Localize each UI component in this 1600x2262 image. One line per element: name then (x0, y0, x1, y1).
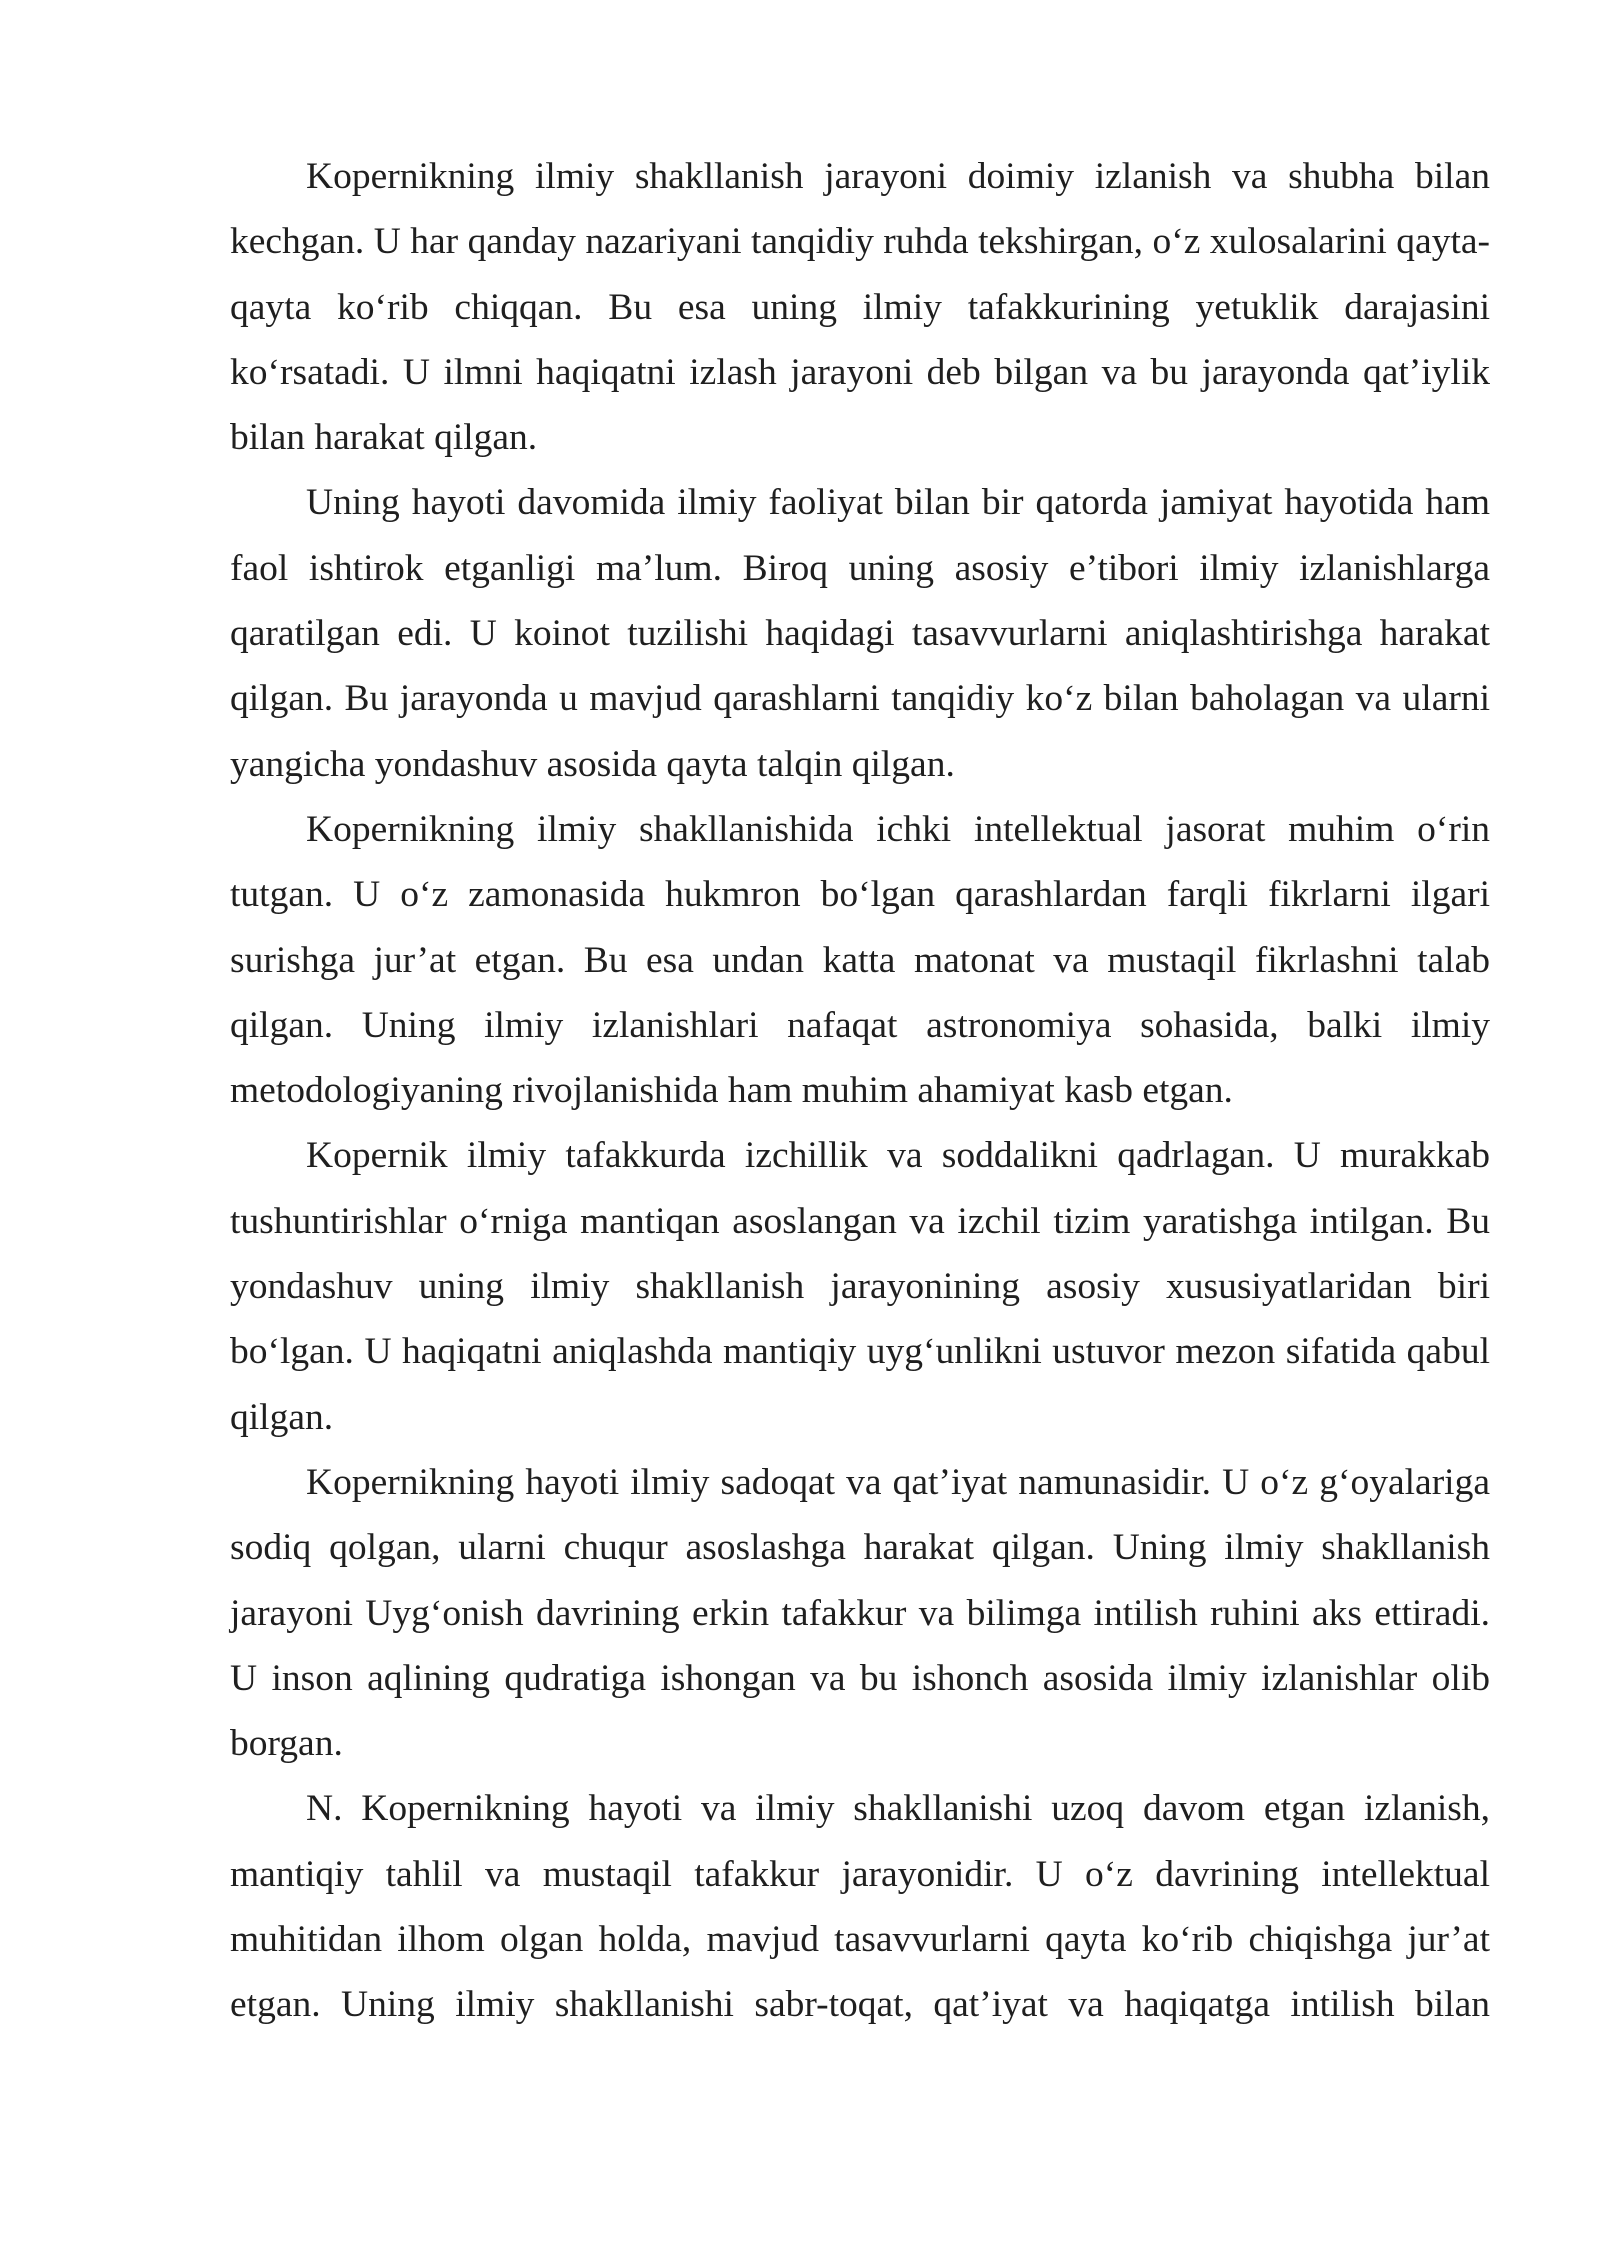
paragraph-6: N. Kopernikning hayoti va ilmiy shakllanishi uzoq davom etgan izlanish, mantiqiy tahlil va mustaqil tafakkur jarayonidir. U o‘z davrining intellektual muhitidan ilhom olgan holda, mavjud tasavvurlarni qayta ko‘rib chiqishga jur’at etgan. Uning ilmiy shakllanishi sabr-toqat, qat’iyat va haqiqatga intilish bilan (230, 1788, 1490, 2026)
paragraph-5: Kopernikning hayoti ilmiy sadoqat va qat’iyat namunasidir. U o‘z g‘oyalariga sodiq qolgan, ularni chuqur asoslashga harakat qilgan. Uning ilmiy shakllanish jarayoni Uyg‘onish davrining erkin tafakkur va bilimga intilish ruhini aks ettiradi. U inson aqlining qudratiga ishongan va bu ishonch asosida ilmiy izlanishlar olib borgan. (230, 1461, 1490, 1765)
paragraph-1: Kopernikning ilmiy shakllanish jarayoni doimiy izlanish va shubha bilan kechgan. U har qanday nazariyani tanqidiy ruhda tekshirgan, o‘z xulosalarini qayta-qayta ko‘rib chiqqan. Bu esa uning ilmiy tafakkurining yetuklik darajasini ko‘rsatadi. U ilmni haqiqatni izlash jarayoni deb bilgan va bu jarayonda qat’iylik bilan harakat qilgan. (230, 156, 1490, 459)
paragraph-2: Uning hayoti davomida ilmiy faoliyat bilan bir qatorda jamiyat hayotida ham faol ishtirok etganligi ma’lum. Biroq uning asosiy e’tibori ilmiy izlanishlarga qaratilgan edi. U koinot tuzilishi haqidagi tasavvurlarni aniqlashtirishga harakat qilgan. Bu jarayonda u mavjud qarashlarni tanqidiy ko‘z bilan baholagan va ularni yangicha yondashuv asosida qayta talqin qilgan. (230, 482, 1490, 785)
paragraph-3: Kopernikning ilmiy shakllanishida ichki intellektual jasorat muhim o‘rin tutgan. U o‘z zamonasida hukmron bo‘lgan qarashlardan farqli fikrlarni ilgari surishga jur’at etgan. Bu esa undan katta matonat va mustaqil fikrlashni talab qilgan. Uning ilmiy izlanishlari nafaqat astronomiya sohasida, balki ilmiy metodologiyaning rivojlanishida ham muhim ahamiyat kasb etgan. (230, 808, 1490, 1112)
body-text (230, 144, 1490, 2038)
paragraph-4: Kopernik ilmiy tafakkurda izchillik va soddalikni qadrlagan. U murakkab tushuntirishlar o‘rniga mantiqan asoslangan va izchil tizim yaratishga intilgan. Bu yondashuv uning ilmiy shakllanish jarayonining asosiy xususiyatlaridan biri bo‘lgan. U haqiqatni aniqlashda mantiqiy uyg‘unlikni ustuvor mezon sifatida qabul qilgan. (230, 1135, 1490, 1438)
